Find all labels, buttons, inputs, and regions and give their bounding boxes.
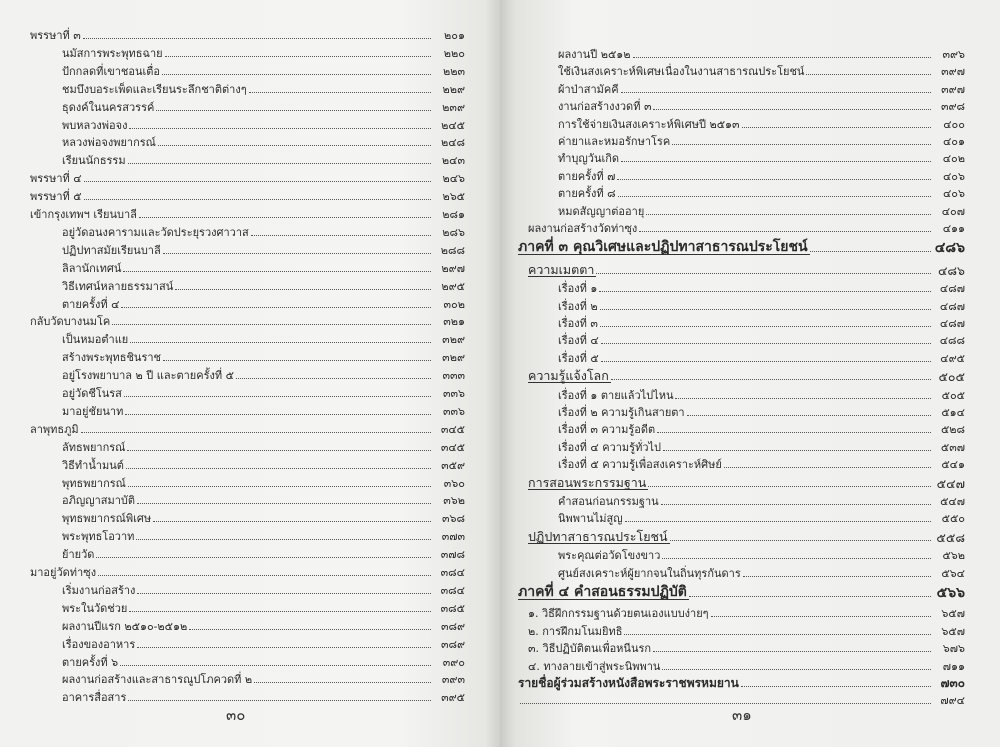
dot-leader [136, 539, 431, 540]
toc-entry [528, 215, 965, 235]
toc-entry-title: ปฏิปทาสาธารณประโยชน์ [528, 528, 668, 544]
dot-leader [127, 450, 431, 451]
toc-entry-page: ๓๘๔ [440, 566, 465, 579]
toc-entry-page: ๒๔๕ [441, 118, 465, 132]
toc-entry-title: เรื่องของอาหาร [62, 637, 136, 651]
toc-entry-page: ๔๘๗ [939, 299, 965, 313]
dot-leader [126, 468, 431, 469]
toc-entry-title: ความรู้แจ้งโลก [528, 368, 609, 384]
toc-entry-page: ๒๘๑ [442, 208, 465, 221]
toc-entry-page: ๒๖๕ [442, 190, 465, 204]
toc-entry-page: ๔๘๘ [939, 334, 965, 348]
toc-entry-page: ๔๐๖ [942, 169, 965, 183]
toc-entry-page: ๔๑๑ [942, 222, 965, 235]
toc-entry-title: สร้างพระพุทธชินราช [62, 351, 161, 365]
toc-entry-page: ๔๐๖ [942, 187, 965, 201]
toc-entry-title: ตายครั้งที่ ๗ [558, 169, 616, 183]
toc-entry-page: ๔๐๐ [943, 117, 965, 131]
toc-entry-page: ๓๙๓ [441, 673, 465, 687]
toc-entry [558, 560, 965, 580]
toc-entry-title: อยู่วัดอนงคารามและวัดประยุรวงศาวาส [62, 225, 249, 239]
toc-entry-page: ๔๐๒ [942, 152, 965, 166]
toc-entry-title: รายชื่อผู้ร่วมสร้างหนังสือพระราชพรหมยาน [518, 676, 739, 690]
toc-entry-page: ๕๕๐ [941, 512, 965, 526]
toc-entry [528, 524, 965, 544]
toc-entry-title: มาอยู่ชัยนาท [62, 404, 124, 418]
dot-leader [158, 145, 431, 146]
toc-entry-page: ๓๘๙ [440, 619, 465, 633]
toc-entry-title: ภาคที่ ๓ คุณวิเศษและปฏิปทาสาธารณประโยชน์ [518, 239, 808, 256]
toc-entry-page: ๓๔๕ [440, 422, 465, 436]
toc-entry-title: ตายครั้งที่ ๔ [62, 297, 120, 311]
toc-entry-page: ๓๙๕ [441, 691, 465, 705]
toc-entry-title: ความเมตตา [528, 261, 595, 277]
dot-leader [625, 521, 931, 522]
dot-leader [251, 235, 431, 236]
toc-entry-page: ๓๔๕ [440, 440, 465, 454]
dot-leader [130, 342, 431, 343]
left-page-number: ๓๐ [226, 706, 246, 724]
toc-entry-title: พุทธพยากรณ์พิเศษ [62, 512, 152, 526]
toc-entry-title: ตายครั้งที่ ๖ [62, 655, 119, 669]
toc-entry [62, 684, 465, 704]
dot-leader [249, 92, 431, 93]
toc-entry-page: ๗๙๔ [940, 694, 965, 708]
dot-leader [137, 503, 431, 504]
dot-leader [139, 217, 431, 218]
toc-entry-title: ๔. ทางลายเข้าสู่พระนิพพาน [528, 659, 661, 673]
right-page [500, 0, 1000, 747]
toc-entry-page: ๔๘๗ [939, 282, 965, 296]
dot-leader [743, 576, 931, 577]
toc-entry-title: เป็นหมอตำแย [62, 333, 129, 347]
dot-leader [254, 682, 431, 683]
toc-entry-page: ๕๖๖ [936, 585, 965, 601]
dot-leader [129, 128, 431, 129]
toc-entry-page: ๕๐๕ [938, 369, 965, 385]
toc-entry-title: ค่ายาและหมอรักษาโรค [558, 135, 671, 148]
toc-entry-page: ๓๓๖ [442, 404, 465, 418]
toc-entry-title: หลวงพ่อจงพยากรณ์ [62, 136, 156, 150]
dot-leader [84, 181, 431, 182]
toc-entry-page: ๒๙๕ [441, 279, 465, 293]
dot-leader [96, 557, 431, 558]
toc-entry-title: พรรษาที่ ๕ [30, 190, 82, 204]
dot-leader [123, 271, 431, 272]
dot-leader [98, 575, 431, 576]
toc-entry-title: ผลงานปี ๒๕๑๒ [558, 48, 631, 61]
toc-entry [528, 470, 965, 490]
dot-leader [165, 56, 431, 57]
toc-entry-page: ๒๓๙ [442, 100, 465, 114]
toc-entry [518, 580, 965, 600]
dot-leader [724, 467, 931, 468]
toc-entry-title: ลิลานักเทศน์ [62, 261, 122, 275]
toc-entry-title: เรื่องที่ ๑ [558, 282, 598, 296]
dot-leader [124, 396, 431, 397]
toc-entry-page: ๓๐๒ [443, 297, 465, 311]
toc-entry-page: ๕๖๒ [942, 549, 965, 563]
toc-entry-title: เรื่องที่ ๑ ตายแล้วไปไหน [558, 388, 674, 402]
toc-entry-page: ๓๘๕ [440, 601, 465, 615]
toc-entry-title: ปักกลดที่เขาชอนเตื่อ [62, 64, 160, 78]
toc-entry-page: ๓๒๑ [443, 315, 465, 329]
toc-entry-page: ๓๓๓ [442, 369, 465, 383]
toc-entry-title: พระในวัดช่วย [62, 601, 128, 615]
dot-leader [601, 361, 931, 362]
toc-entry-title: พรรษาที่ ๓ [30, 29, 81, 42]
toc-entry-page: ๕๖๔ [941, 566, 965, 580]
toc-entry-title: พรรษาที่ ๔ [30, 172, 82, 186]
dot-leader [810, 251, 931, 252]
toc-entry-title: อาคารสื่อสาร [62, 691, 127, 705]
toc-entry-title: เข้ากรุงเทพฯ เรียนบาลี [30, 208, 137, 221]
toc-entry-page: ๕๔๗ [936, 475, 965, 491]
dot-leader [83, 38, 431, 39]
dot-leader [236, 378, 431, 379]
toc-entry-page: ๔๘๖ [934, 240, 965, 257]
toc-entry-page: ๓๖๐ [443, 476, 465, 490]
toc-entry-page: ๓๒๙ [442, 351, 465, 365]
dot-leader [120, 665, 431, 666]
right-page-number: ๓๑ [732, 706, 752, 724]
toc-entry [558, 451, 965, 471]
dot-leader [128, 700, 431, 701]
toc-entry-title: ผลงานก่อสร้างและสาธารณูปโภควดที่ ๒ [62, 673, 253, 687]
toc-entry-page: ๓๒๙ [442, 333, 465, 347]
toc-entry-title: พุทธพยากรณ์ [62, 476, 126, 490]
dot-leader [125, 414, 431, 415]
toc-entry-page: ๓๖๘ [442, 512, 465, 526]
toc-entry-page: ๗๑๑ [942, 659, 965, 673]
dot-leader [112, 324, 431, 325]
toc-entry-page: ๒๙๗ [441, 261, 465, 275]
toc-entry-page: ๕๔๑ [941, 458, 965, 472]
toc-entry-title: ๑. วิธีฝึกกรรมฐานด้วยตนเองแบบง่ายๆ [528, 607, 709, 621]
toc-entry-page: ๗๓๐ [940, 676, 965, 690]
toc-entry-title: วิธีทำน้ำมนต์ [62, 458, 124, 472]
dot-leader [137, 647, 431, 648]
toc-entry-title: งานก่อสร้างงวดที่ ๓ [558, 100, 652, 114]
toc-entry-title: เรื่องที่ ๔ [558, 334, 599, 348]
toc-entry-title: ทำบุญวันเกิด [558, 152, 620, 166]
toc-entry-page: ๖๕๗ [941, 624, 965, 638]
toc-entry-page: ๕๑๔ [941, 406, 965, 419]
toc-entry-title: ตายครั้งที่ ๘ [558, 187, 616, 201]
toc-entry-page: ๔๘๖ [937, 262, 965, 278]
toc-entry-page: ๓๘๔ [440, 583, 465, 597]
toc-entry-page: ๒๐๑ [444, 29, 465, 42]
toc-entry-title: พบหลวงพ่อจง [62, 118, 128, 132]
toc-entry-title: อภิญญาสมาบัติ [62, 494, 136, 508]
dot-leader [156, 110, 431, 111]
toc-entry-title: ผ้าป่าสามัคคี [558, 82, 619, 96]
toc-entry-page: ๒๒๐ [443, 46, 465, 60]
toc-entry-page: ๔๐๑ [942, 135, 965, 148]
toc-entry-page: ๒๔๘ [440, 136, 465, 150]
toc-entry-page: ๓๗๘ [440, 548, 465, 562]
toc-entry-title: ผลงานปีแรก ๒๕๑๐-๒๕๑๒ [62, 619, 188, 633]
toc-entry-title: คำสอนก่อนกรรมฐาน [558, 495, 659, 508]
toc-entry-title: ภาคที่ ๔ คำสอนธรรมปฏิบัติ [518, 584, 687, 600]
toc-entry-page: ๒๒๓ [442, 64, 465, 78]
toc-entry [528, 363, 965, 383]
toc-entry-title: ใช้เงินสงเคราะห์พิเศษเนื่องในงานสาธารณประโยชน์ [558, 65, 805, 79]
toc-entry-title: เรื่องที่ ๓ ความรู้อดีต [558, 423, 656, 437]
toc-entry-title: เรื่องที่ ๒ ความรู้เกินสายตา [558, 406, 685, 419]
toc-entry-title: เริ่มงานก่อสร้าง [62, 583, 136, 597]
toc-entry-page: ๓๙๖ [942, 48, 965, 61]
toc-entry-page: ๓๗๓ [441, 530, 465, 544]
toc-entry-page: ๓๙๘ [940, 100, 965, 114]
toc-entry-title: ย้ายวัด [62, 548, 95, 562]
toc-entry [558, 505, 965, 525]
toc-entry-title: การสอนพระกรรมฐาน [528, 474, 647, 490]
dot-leader [162, 74, 431, 75]
toc-entry-page: ๔๙๕ [940, 351, 965, 365]
toc-entry-title: ลาพุทธภูมิ [30, 422, 79, 436]
toc-entry-title: เรียนนักธรรม [62, 154, 126, 168]
toc-entry-page: ๓๕๙ [441, 458, 465, 472]
dot-leader [163, 253, 431, 254]
toc-entry-page: ๓๖๒ [443, 494, 465, 508]
dot-leader [128, 486, 431, 487]
toc-entry-title: นิพพานไม่สูญ [558, 512, 623, 526]
toc-entry-title: ลัทธพยากรณ์ [62, 440, 126, 454]
dot-leader [128, 163, 431, 164]
dot-leader [84, 199, 431, 200]
toc-entry-title: ธุดงค์ในนครสวรรค์ [62, 100, 155, 114]
toc-entry-title: ๒. การฝึกมโนมยิทธิ [528, 624, 623, 638]
dot-leader [175, 289, 431, 290]
toc-entry-page: ๕๔๗ [940, 495, 965, 508]
toc-entry-page: ๓๙๐ [442, 655, 465, 669]
toc-entry-page: ๔๐๗ [941, 204, 965, 218]
toc-entry-title: พระพุทธโอวาท [62, 530, 135, 544]
toc-entry-title: ปฏิปทาสมัยเรียนบาลี [62, 243, 161, 257]
toc-entry-title: หมดสัญญาต่ออายุ [558, 204, 645, 218]
dot-leader [639, 231, 931, 232]
toc-entry [528, 257, 965, 277]
toc-entry-title: เรื่องที่ ๒ [558, 299, 598, 313]
toc-entry-page: ๒๘๘ [440, 243, 465, 257]
dot-leader [137, 593, 431, 594]
dot-leader [81, 432, 431, 433]
dot-leader [648, 486, 931, 487]
toc-entry-title: พระคุณต่อวัดโขงขาว [558, 549, 661, 563]
dot-leader [596, 273, 931, 274]
toc-entry-title: อยู่โรงพยาบาล ๒ ปี และตายครั้งที่ ๕ [62, 369, 234, 383]
toc-entry-page: ๕๒๘ [940, 423, 965, 437]
toc-entry-title: เรื่องที่ ๓ [558, 317, 598, 330]
dot-leader [189, 629, 431, 630]
toc-entry [558, 345, 965, 365]
toc-entry-title: อยู่วัดชีโนรส [62, 387, 122, 400]
dot-leader [611, 379, 931, 380]
toc-entry-page: ๒๔๓ [441, 154, 465, 168]
dot-leader [121, 307, 431, 308]
dot-leader [163, 360, 431, 361]
toc-entry-page: ๕๓๗ [940, 440, 965, 454]
toc-entry [518, 235, 965, 255]
toc-entry-page: ๔๘๗ [939, 317, 965, 330]
toc-entry-title: เรื่องที่ ๕ ความรู้เพื่อสงเคราะห์ศิษย์ [558, 458, 722, 472]
toc-entry-page: ๒๘๖ [442, 225, 465, 239]
toc-entry-page: ๒๔๖ [442, 172, 465, 186]
toc-entry-title: มาอยู่วัดท่าซุง [30, 566, 97, 579]
toc-entry-title: นมัสการพระพุทธฉาย [62, 46, 163, 60]
toc-entry-page: ๓๓๖ [442, 387, 465, 400]
toc-entry-page: ๓๘๙ [440, 637, 465, 651]
toc-entry-page: ๖๗๖ [942, 642, 965, 656]
toc-entry-title: ศูนย์สงเคราะห์ผู้ยากจนในถิ่นทุรกันดาร [558, 566, 741, 580]
toc-entry-page: ๒๒๙ [442, 82, 465, 96]
toc-entry-page: ๓๙๗ [941, 65, 965, 79]
toc-entry-page: ๕๕๘ [936, 529, 965, 545]
toc-entry-title: ๓. วิธีปฏิบัติตนเพื่อหนีนรก [528, 642, 652, 656]
toc-entry-title: เรื่องที่ ๕ [558, 351, 599, 365]
toc-entry-title: ผลงานก่อสร้างวัดท่าซุง [528, 222, 638, 235]
dot-leader [689, 596, 931, 597]
toc-entry-page: ๓๙๗ [941, 82, 965, 96]
toc-entry-page: ๖๕๗ [941, 607, 965, 621]
toc-entry-title: เรื่องที่ ๔ ความรู้ทั่วไป [558, 440, 662, 454]
toc-entry-title: ชมบึงบอระเพ็ดและเรียนระลึกชาติต่างๆ [62, 82, 247, 96]
toc-entry-title: การใช้จ่ายเงินสงเคราะห์พิเศษปี ๒๕๑๓ [558, 117, 740, 131]
dot-leader [129, 611, 431, 612]
toc-entry-title: วิธีเทศน์หลายธรรมาสน์ [62, 279, 174, 293]
dot-leader [153, 521, 431, 522]
toc-entry-title: กลับวัดบางนมโค [30, 315, 111, 329]
dot-leader [670, 540, 931, 541]
dot-leader [520, 703, 931, 704]
toc-entry-page: ๕๐๕ [941, 388, 965, 402]
